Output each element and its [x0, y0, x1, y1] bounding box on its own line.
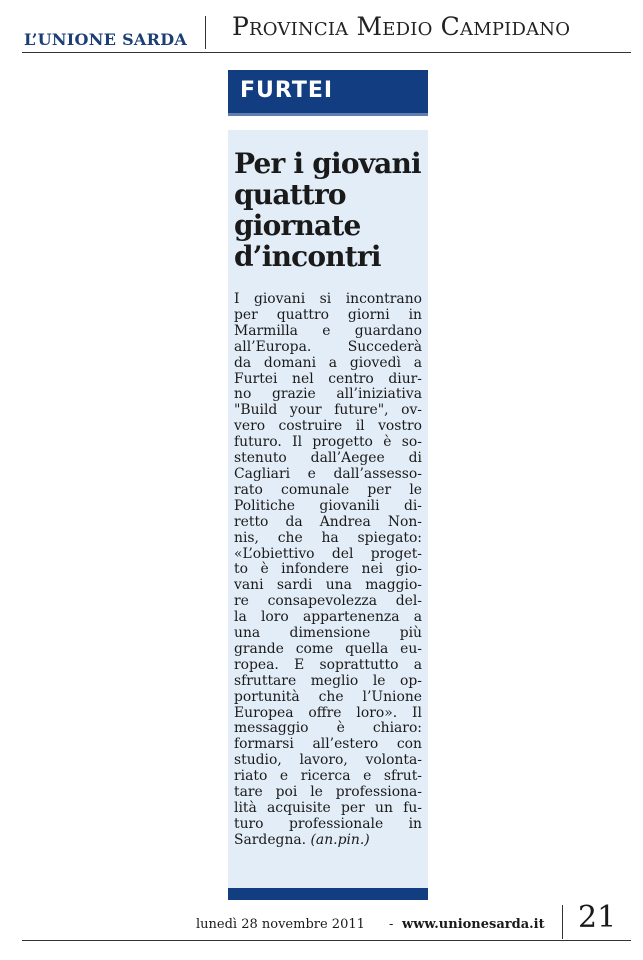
body-line: nis, che ha spiegato:	[234, 529, 422, 546]
body-line: ropea. E soprattutto a	[234, 656, 422, 673]
body-line: retto da Andrea Non-	[234, 513, 422, 530]
masthead-logo: L’UNIONE SARDA	[24, 30, 188, 49]
header-rule	[22, 52, 631, 53]
body-line: vero costruire il vostro	[234, 418, 422, 435]
body-line: Politiche giovanili di-	[234, 497, 422, 514]
footer-website-link[interactable]: www.unionesarda.it	[402, 917, 545, 932]
body-line: turo professionale in	[234, 815, 422, 832]
body-line: portunità che l’Unione	[234, 688, 422, 705]
body-line-last	[234, 833, 422, 849]
body-line: futuro. Il progetto è so-	[234, 434, 422, 451]
body-line: all’Europa. Succederà	[234, 338, 422, 355]
body-line: re consapevolezza del-	[234, 593, 422, 610]
article	[228, 70, 428, 900]
body-line: no grazie all’iniziativa	[234, 386, 422, 403]
body-line: una dimensione più	[234, 625, 422, 642]
body-line: studio, lavoro, volonta-	[234, 752, 422, 769]
body-line: «L’obiettivo del proget-	[234, 545, 422, 562]
body-line: messaggio è chiaro:	[234, 720, 422, 737]
body-line: da domani a giovedì a	[234, 354, 422, 371]
footer-dash: -	[389, 917, 394, 932]
body-line: formarsi all’estero con	[234, 736, 422, 753]
bottom-bar	[228, 888, 428, 900]
body-line: per quattro giorni in	[234, 306, 422, 323]
article-body	[234, 292, 422, 849]
body-line: riato e ricerca e sfrut-	[234, 768, 422, 785]
body-line: tare poi le professiona-	[234, 784, 422, 801]
body-line: stenuto dall’Aegee di	[234, 450, 422, 467]
body-line: vani sardi una maggio-	[234, 577, 422, 594]
body-line: rato comunale per le	[234, 481, 422, 498]
footer-divider	[562, 905, 563, 939]
body-line: Europea offre loro». Il	[234, 704, 422, 721]
kicker-bar	[228, 70, 428, 116]
body-last-text: Sardegna.	[234, 831, 307, 848]
body-line: Marmilla e guardano	[234, 322, 422, 339]
headline: Per i giovani quattro giornate d’incontri	[234, 147, 421, 273]
body-line: to è infondere nei gio-	[234, 561, 422, 578]
body-line: sfruttare meglio le op-	[234, 672, 422, 689]
footer-date: lunedì 28 novembre 2011	[196, 917, 365, 932]
body-line: Cagliari e dall’assesso-	[234, 465, 422, 482]
body-line: Furtei nel centro diur-	[234, 370, 422, 387]
body-line: "Build your future", ov-	[234, 402, 422, 419]
body-line: lità acquisite per un fu-	[234, 800, 422, 816]
page-number: 21	[578, 900, 617, 935]
footer-rule	[22, 940, 631, 941]
body-line: grande come quella eu-	[234, 640, 422, 657]
header-divider	[205, 16, 206, 49]
section-title: Provincia Medio Campidano	[232, 12, 571, 41]
kicker-label: FURTEI	[240, 78, 334, 103]
byline: (an.pin.)	[310, 831, 370, 848]
body-line: I giovani si incontrano	[234, 291, 422, 307]
body-line: la loro appartenenza a	[234, 609, 422, 626]
